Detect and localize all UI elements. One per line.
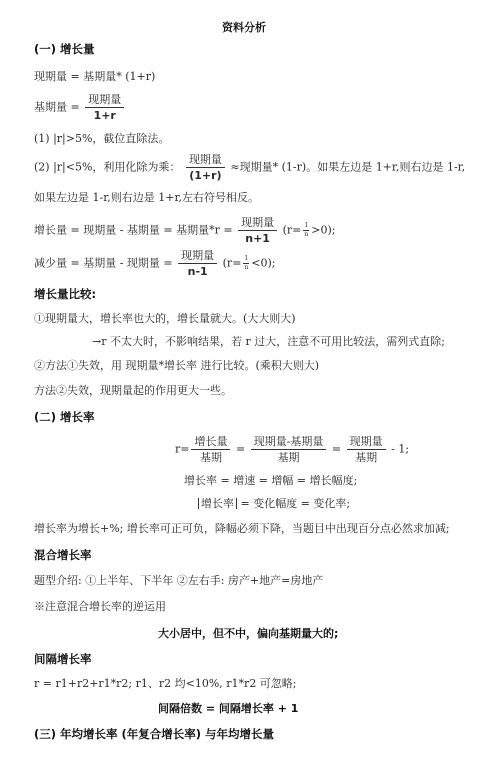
fraction-rate-2: [251, 436, 327, 463]
fraction-numerator: 现期量: [186, 154, 225, 168]
fraction-rate-3: [347, 436, 386, 463]
section-heading-growth-amount: (一) 增长量: [34, 42, 95, 56]
rule-division: (1) |r|>5%，截位直除法。: [34, 132, 170, 145]
equals-sign: =: [235, 442, 246, 456]
fraction-numerator: 增长量: [191, 436, 230, 450]
condition-open: (r=: [282, 223, 302, 237]
formula-decrease: [34, 250, 276, 277]
condition-open: (r=: [222, 256, 242, 270]
rule-sign: 如果左边是 1-r,则右边是 1+r,左右符号相反。: [34, 191, 260, 204]
formula-base-label: 基期量 =: [34, 100, 80, 114]
section-heading-comparison: 增长量比较:: [34, 287, 97, 301]
synonyms-abs: [198, 498, 350, 509]
synonyms-rate: 增长率 = 增速 = 增幅 = 增长幅度;: [184, 474, 358, 487]
mixed-rule: 大小居中，但不中，偏向基期量大的;: [158, 627, 339, 640]
rule-multiply: [34, 154, 465, 181]
fraction-denominator: n-1: [187, 265, 208, 278]
fraction-rate-1: [191, 436, 230, 463]
fraction-approx: [186, 154, 225, 181]
gap-formula: r = r1+r2+r1*r2; r1、r2 均<10%, r1*r2 可忽略;: [34, 677, 297, 690]
fraction-denominator: 1+r: [93, 109, 116, 122]
fraction-denominator: 基期: [355, 451, 378, 464]
formula-base: [34, 94, 126, 121]
formula-increase: [34, 217, 335, 244]
condition-close: <0);: [251, 256, 276, 270]
fraction-numerator: 现期量: [238, 217, 277, 231]
section-heading-gap-rate: 间隔增长率: [34, 652, 92, 666]
condition-close: >0);: [311, 223, 336, 237]
fraction-numerator: 现期量: [347, 436, 386, 450]
formula-growth-rate: [175, 436, 409, 463]
section-heading-growth-rate: (二) 增长率: [34, 410, 95, 424]
formula-tail: - 1;: [391, 442, 410, 456]
formula-current: 现期量 = 基期量* (1+r): [34, 70, 156, 83]
growth-rate-note: 增长率为增长+%; 增长率可正可负，降幅必须下降，当题目中出现百分点必然求加减;: [34, 522, 450, 535]
fraction-denominator: n: [304, 231, 309, 238]
fraction-base: [85, 94, 124, 121]
fraction-numerator: 1: [304, 222, 309, 229]
rule-multiply-label: (2) |r|<5%，利用化除为乘：: [34, 160, 181, 174]
mixed-note: ※注意混合增长率的逆运用: [34, 600, 166, 613]
fraction-one-over-n: [303, 223, 309, 238]
fraction-denominator: n+1: [245, 232, 270, 245]
comparison-rule-2: ②方法①失效，用 现期量*增长率 进行比较。(乘积大则大): [34, 359, 320, 372]
fraction-numerator: 1: [244, 255, 249, 262]
section-heading-mixed-rate: 混合增长率: [34, 548, 92, 562]
fraction-decrease: [178, 250, 217, 277]
mixed-intro: 题型介绍: ①上半年、下半年 ②左右手: 房产+地产=房地产: [34, 574, 324, 587]
fraction-numerator: 现期量: [85, 94, 124, 108]
fraction-denominator: 基期: [277, 451, 300, 464]
fraction-one-over-n: [243, 256, 249, 271]
absolute-growth-rate: 增长率: [198, 498, 237, 509]
formula-decrease-label: 减少量 = 基期量 - 现期量 =: [34, 256, 173, 270]
comparison-rule-1: ①现期量大，增长率也大的，增长量就大。(大大则大): [34, 312, 296, 325]
synonyms-abs-tail: = 变化幅度 = 变化率;: [240, 497, 351, 510]
comparison-rule-3: 方法②失效，现期量起的作用更大一些。: [34, 384, 232, 397]
fraction-numerator: 现期量-基期量: [251, 436, 327, 450]
equals-sign: =: [331, 442, 342, 456]
fraction-increase: [238, 217, 277, 244]
page-title: 资料分析: [222, 21, 266, 34]
fraction-denominator: (1+r): [189, 169, 222, 182]
comparison-note: →r 不太大时，不影响结果，若 r 过大，注意不可用比较法，需列式直除;: [92, 335, 445, 348]
fraction-numerator: 现期量: [178, 250, 217, 264]
rule-multiply-tail: ≈现期量* (1-r)。如果左边是 1+r,则右边是 1-r,: [230, 160, 466, 174]
fraction-denominator: 基期: [199, 451, 222, 464]
fraction-denominator: n: [244, 264, 249, 271]
section-heading-annual-rate: (三) 年均增长率 (年复合增长率) 与年均增长量: [34, 727, 275, 741]
formula-r-label: r=: [175, 442, 190, 456]
gap-multiple: 间隔倍数 = 间隔增长率 + 1: [158, 702, 299, 715]
formula-increase-label: 增长量 = 现期量 - 基期量 = 基期量*r =: [34, 223, 233, 237]
